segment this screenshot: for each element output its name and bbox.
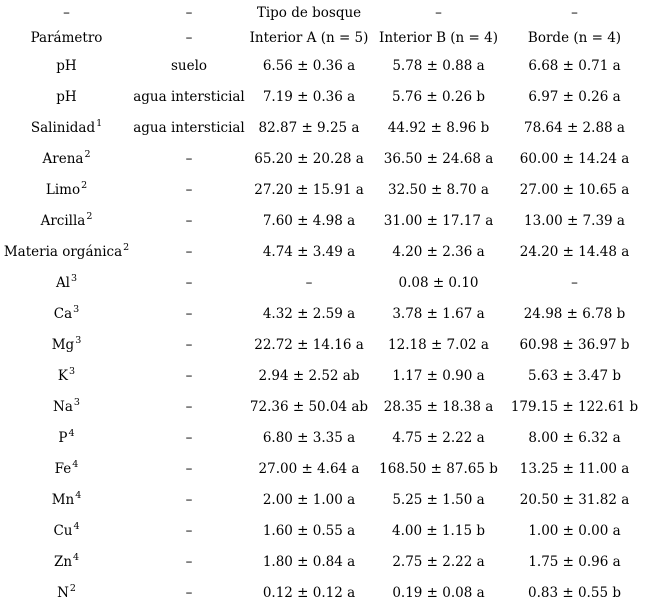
table-row	[0, 422, 645, 453]
forest-type-heading: Tipo de bosque	[256, 4, 362, 21]
borde-value: 60.00 ± 14.24 a	[519, 150, 630, 167]
medium-cell: –	[185, 367, 193, 384]
footnote-marker: 2	[69, 582, 76, 594]
borde-value: 1.75 ± 0.96 a	[528, 553, 621, 570]
medium-cell: –	[185, 429, 193, 446]
interior-b-value: 36.50 ± 24.68 a	[383, 150, 494, 167]
parameter-cell	[0, 391, 133, 422]
medium-cell: –	[185, 522, 193, 539]
interior-b-value: 4.00 ± 1.15 b	[392, 522, 485, 539]
parameter-cell	[0, 422, 133, 453]
interior-b-value: 4.75 ± 2.22 a	[392, 429, 485, 446]
interior-a-value: 6.56 ± 0.36 a	[262, 57, 356, 74]
borde-value: 20.50 ± 31.82 a	[519, 491, 630, 508]
parameter-cell	[0, 515, 133, 546]
interior-a-value: 7.19 ± 0.36 a	[262, 88, 356, 105]
parameter-name: pH	[56, 88, 77, 105]
interior-a-value: 7.60 ± 4.98 a	[262, 212, 356, 229]
table-row	[0, 546, 645, 577]
medium-cell: –	[185, 460, 193, 477]
footnote-marker: 2	[123, 241, 130, 253]
table-row	[0, 205, 645, 236]
interior-b-value: 28.35 ± 18.38 a	[383, 398, 494, 415]
medium-cell: –	[185, 150, 193, 167]
footnote-marker: 2	[86, 210, 93, 222]
footnote-marker: 3	[69, 365, 76, 377]
interior-a-value: 82.87 ± 9.25 a	[258, 119, 360, 136]
parameter-cell	[0, 50, 133, 81]
parameter-cell	[0, 577, 133, 608]
interior-a-value: 65.20 ± 20.28 a	[254, 150, 364, 167]
interior-a-value: 4.74 ± 3.49 a	[262, 243, 356, 260]
interior-b-value: 0.08 ± 0.10	[398, 274, 479, 291]
borde-value: 13.25 ± 11.00 a	[519, 460, 630, 477]
parameter-cell	[0, 298, 133, 329]
parameter-name: Materia orgánica	[3, 243, 123, 260]
table-row	[0, 360, 645, 391]
parameter-cell	[0, 174, 133, 205]
medium-cell: –	[185, 274, 193, 291]
interior-b-value: 1.17 ± 0.90 a	[392, 367, 485, 384]
interior-b-value: 4.20 ± 2.36 a	[392, 243, 485, 260]
interior-b-value: 0.19 ± 0.08 a	[392, 584, 485, 601]
parameter-name: P	[58, 429, 68, 446]
parameter-name: Arcilla	[40, 212, 86, 229]
footnote-marker: 3	[73, 303, 80, 315]
interior-b-value: 32.50 ± 8.70 a	[388, 181, 489, 198]
parameter-name: Na	[53, 398, 73, 415]
parameter-cell	[0, 205, 133, 236]
header-cell: –	[185, 4, 193, 21]
table-row	[0, 174, 645, 205]
medium-cell: –	[185, 212, 193, 229]
parameter-name: Zn	[53, 553, 73, 570]
table-row	[0, 484, 645, 515]
medium-cell: –	[185, 553, 193, 570]
interior-b-value: 168.50 ± 87.65 b	[379, 460, 498, 477]
interior-a-value: 4.32 ± 2.59 a	[262, 305, 356, 322]
footnote-marker: 4	[73, 520, 80, 532]
parameter-cell	[0, 143, 133, 174]
parameter-name: Salinidad	[30, 119, 96, 136]
borde-value: 24.20 ± 14.48 a	[519, 243, 630, 260]
medium-cell: –	[185, 336, 193, 353]
medium-cell: suelo	[170, 57, 208, 74]
interior-a-value: 2.00 ± 1.00 a	[262, 491, 356, 508]
parameter-name: Ca	[53, 305, 73, 322]
footnote-marker: 2	[84, 148, 91, 160]
interior-a-value: 0.12 ± 0.12 a	[262, 584, 356, 601]
interior-a-value: 6.80 ± 3.35 a	[262, 429, 356, 446]
interior-a-value: 1.80 ± 0.84 a	[262, 553, 356, 570]
borde-value: 60.98 ± 36.97 b	[519, 336, 630, 353]
parameter-cell	[0, 546, 133, 577]
table-row	[0, 81, 645, 112]
interior-b-value: 44.92 ± 8.96 b	[387, 119, 490, 136]
interior-b-value: 3.78 ± 1.67 a	[392, 305, 485, 322]
parameter-name: Limo	[45, 181, 81, 198]
borde-value: 24.98 ± 6.78 b	[523, 305, 626, 322]
table-row	[0, 236, 645, 267]
borde-value: –	[571, 274, 578, 291]
medium-cell: –	[185, 584, 193, 601]
header-cell: –	[435, 4, 442, 21]
interior-b-value: 12.18 ± 7.02 a	[388, 336, 489, 353]
medium-cell: agua intersticial	[133, 88, 245, 105]
borde-value: 6.97 ± 0.26 a	[528, 88, 621, 105]
table-row	[0, 577, 645, 608]
footnote-marker: 4	[73, 551, 80, 563]
header-cell: –	[571, 4, 578, 21]
borde-value: 27.00 ± 10.65 a	[519, 181, 630, 198]
footnote-marker: 4	[68, 427, 75, 439]
medium-cell: –	[185, 243, 193, 260]
borde-column-header: Borde (n = 4)	[527, 29, 622, 46]
interior-b-value: 5.78 ± 0.88 a	[392, 57, 485, 74]
parameter-cell	[0, 81, 133, 112]
parameter-name: K	[57, 367, 69, 384]
medium-cell: agua intersticial	[133, 119, 245, 136]
parameter-cell	[0, 360, 133, 391]
parameter-name: N	[57, 584, 69, 601]
interior-a-value: 1.60 ± 0.55 a	[262, 522, 356, 539]
borde-value: 5.63 ± 3.47 b	[528, 367, 621, 384]
parameter-name: Arena	[42, 150, 84, 167]
parameter-column-header: Parámetro	[30, 29, 103, 46]
parameter-name: pH	[56, 57, 77, 74]
borde-value: 13.00 ± 7.39 a	[524, 212, 625, 229]
borde-value: 8.00 ± 6.32 a	[528, 429, 621, 446]
interior-b-value: 5.25 ± 1.50 a	[392, 491, 485, 508]
parameter-cell	[0, 236, 133, 267]
interior-a-value: –	[305, 274, 313, 291]
borde-value: 179.15 ± 122.61 b	[510, 398, 639, 415]
parameter-cell	[0, 267, 133, 298]
interior-a-value: 22.72 ± 14.16 a	[254, 336, 364, 353]
header-cell: –	[63, 4, 70, 21]
parameter-cell	[0, 112, 133, 143]
footnote-marker: 2	[81, 179, 88, 191]
table-row	[0, 112, 645, 143]
table-row	[0, 329, 645, 360]
table-row	[0, 267, 645, 298]
borde-value: 0.83 ± 0.55 b	[528, 584, 621, 601]
table-row	[0, 298, 645, 329]
medium-cell: –	[185, 305, 193, 322]
interior-a-value: 2.94 ± 2.52 ab	[258, 367, 360, 384]
table-row	[0, 453, 645, 484]
parameter-name: Mn	[51, 491, 75, 508]
parameter-cell	[0, 453, 133, 484]
medium-column-header: –	[185, 29, 193, 46]
interior-b-column-header: Interior B (n = 4)	[378, 29, 498, 46]
borde-value: 78.64 ± 2.88 a	[524, 119, 625, 136]
medium-cell: –	[185, 491, 193, 508]
header-row-forest-type	[0, 0, 645, 25]
parameter-cell	[0, 484, 133, 515]
table-row	[0, 515, 645, 546]
interior-a-value: 72.36 ± 50.04 ab	[249, 398, 369, 415]
interior-b-value: 31.00 ± 17.17 a	[383, 212, 494, 229]
interior-b-value: 5.76 ± 0.26 b	[392, 88, 485, 105]
interior-b-value: 2.75 ± 2.22 a	[392, 553, 485, 570]
parameter-name: Cu	[53, 522, 73, 539]
table-row	[0, 143, 645, 174]
footnote-marker: 4	[75, 489, 82, 501]
parameter-name: Mg	[51, 336, 75, 353]
header-row-columns	[0, 25, 645, 50]
parameter-name: Fe	[54, 460, 72, 477]
parameter-cell	[0, 329, 133, 360]
interior-a-value: 27.20 ± 15.91 a	[254, 181, 364, 198]
parameter-name: Al	[55, 274, 71, 291]
medium-cell: –	[185, 398, 193, 415]
borde-value: 6.68 ± 0.71 a	[528, 57, 621, 74]
table-row	[0, 50, 645, 81]
interior-a-value: 27.00 ± 4.64 a	[258, 460, 360, 477]
footnote-marker: 1	[96, 117, 103, 129]
borde-value: 1.00 ± 0.00 a	[528, 522, 621, 539]
footnote-marker: 3	[73, 396, 80, 408]
footnote-marker: 3	[75, 334, 82, 346]
medium-cell: –	[185, 181, 193, 198]
table-row	[0, 391, 645, 422]
footnote-marker: 3	[71, 272, 78, 284]
interior-a-column-header: Interior A (n = 5)	[249, 29, 369, 46]
footnote-marker: 4	[72, 458, 79, 470]
